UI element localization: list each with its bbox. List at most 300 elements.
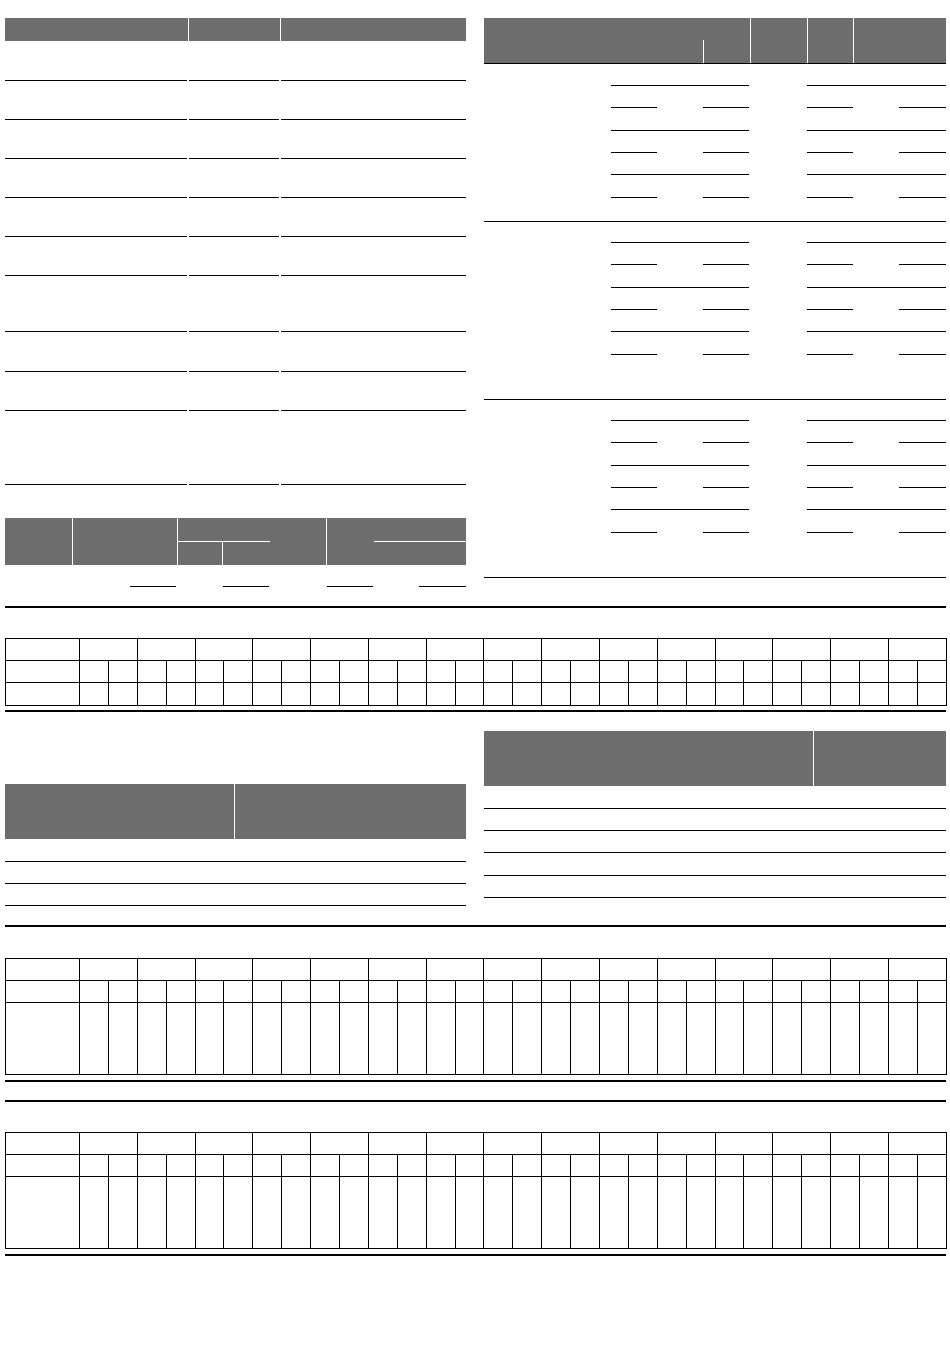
grid-cell: [888, 661, 917, 683]
grid-cell: [340, 683, 369, 706]
grid-cell: [80, 1177, 109, 1249]
table-row: [6, 1155, 947, 1177]
grid-group-cell: [773, 639, 831, 661]
grid-cell: [628, 683, 657, 706]
grid-cell: [224, 683, 253, 706]
table-3-row-line: [611, 532, 657, 533]
table-row: [5, 484, 187, 485]
grid-cell: [108, 1155, 137, 1177]
grid-cell: [744, 1177, 773, 1249]
grid-cell: [108, 661, 137, 683]
table-3-row-line: [807, 152, 853, 153]
grid-cell: [657, 981, 686, 1003]
section-divider: [5, 710, 946, 712]
grid-cell: [571, 683, 600, 706]
table-3-row-line: [899, 487, 946, 488]
table-5-header: [484, 731, 946, 786]
table-3-row-line: [611, 152, 657, 153]
grid-cell: [571, 1177, 600, 1249]
grid-cell: [426, 1177, 455, 1249]
grid-cell: [542, 1177, 571, 1249]
table-3-bottom: [484, 577, 946, 578]
table-3-row-line: [611, 242, 749, 243]
grid-group-cell: [137, 959, 195, 981]
grid-cell: [860, 981, 889, 1003]
table-row: [5, 410, 187, 411]
grid-cell: [657, 1003, 686, 1075]
table-row: [5, 119, 187, 120]
grid-cell: [542, 981, 571, 1003]
grid-cell: [253, 661, 282, 683]
table-3-row-line: [807, 242, 946, 243]
grid-cell: [686, 1003, 715, 1075]
grid-cell: [311, 1177, 340, 1249]
grid-row-label: [6, 1177, 80, 1249]
grid-row-label: [6, 1133, 80, 1155]
grid-table: [5, 958, 947, 1075]
grid-group-cell: [600, 959, 658, 981]
grid-row-label: [6, 981, 80, 1003]
grid-cell: [513, 1003, 542, 1075]
grid-group-cell: [80, 959, 138, 981]
grid-group-cell: [253, 959, 311, 981]
grid-cell: [108, 1177, 137, 1249]
grid-cell: [368, 1177, 397, 1249]
grid-cell: [397, 1003, 426, 1075]
grid-group-cell: [484, 1133, 542, 1155]
grid-cell: [397, 1155, 426, 1177]
grid-cell: [600, 661, 629, 683]
table-3-row-line: [611, 287, 749, 288]
grid-cell: [340, 1177, 369, 1249]
grid-group-cell: [311, 1133, 369, 1155]
grid-cell: [282, 1155, 311, 1177]
grid-cell: [368, 661, 397, 683]
grid-cell: [571, 981, 600, 1003]
grid-cell: [253, 1177, 282, 1249]
table-4-header: [5, 784, 466, 839]
grid-cell: [484, 661, 513, 683]
grid-cell: [513, 683, 542, 706]
table-3-row-line: [807, 174, 946, 175]
table-3-row-line: [807, 197, 853, 198]
grid-cell: [657, 661, 686, 683]
grid-cell: [80, 683, 109, 706]
table-row: [6, 1003, 947, 1075]
table-row: [5, 158, 187, 159]
grid-group-cell: [542, 959, 600, 981]
grid-row-label: [6, 683, 80, 706]
grid-cell: [137, 1003, 166, 1075]
grid-cell: [715, 1003, 744, 1075]
table-3-row-line: [807, 85, 946, 86]
grid-cell: [282, 1003, 311, 1075]
grid-cell: [426, 1155, 455, 1177]
grid-cell: [80, 981, 109, 1003]
grid-cell: [108, 683, 137, 706]
grid-group-cell: [715, 959, 773, 981]
grid-cell: [802, 1177, 831, 1249]
grid-cell: [802, 981, 831, 1003]
grid-cell: [917, 981, 946, 1003]
table-3-row-line: [899, 152, 946, 153]
grid-cell: [282, 981, 311, 1003]
grid-cell: [368, 981, 397, 1003]
grid-cell: [802, 1155, 831, 1177]
grid-cell: [773, 683, 802, 706]
grid-group-cell: [888, 639, 946, 661]
grid-group-cell: [311, 639, 369, 661]
grid-row-label: [6, 1155, 80, 1177]
grid-cell: [137, 981, 166, 1003]
grid-cell: [542, 1155, 571, 1177]
grid-cell: [166, 1177, 195, 1249]
grid-row-label: [6, 959, 80, 981]
table-3-row-line: [807, 442, 853, 443]
grid-table: [5, 638, 947, 706]
grid-cell: [686, 683, 715, 706]
grid-cell: [455, 661, 484, 683]
grid-cell: [166, 1155, 195, 1177]
grid-cell: [600, 1155, 629, 1177]
grid-cell: [224, 1155, 253, 1177]
table-3-row-line: [807, 107, 853, 108]
grid-group-cell: [715, 1133, 773, 1155]
table-row: [5, 236, 187, 237]
table-3-header: [484, 18, 946, 63]
grid-cell: [340, 1155, 369, 1177]
grid-cell: [686, 661, 715, 683]
grid-group-cell: [600, 1133, 658, 1155]
grid-cell: [888, 683, 917, 706]
table-row: [5, 80, 187, 81]
table-3-row-line: [899, 354, 946, 355]
table-3-row-line: [703, 197, 749, 198]
grid-cell: [80, 1155, 109, 1177]
grid-cell: [917, 1177, 946, 1249]
grid-group-cell: [368, 959, 426, 981]
table-row: [6, 661, 947, 683]
grid-cell: [137, 1155, 166, 1177]
grid-cell: [571, 1003, 600, 1075]
grid-cell: [657, 1177, 686, 1249]
grid-cell: [773, 661, 802, 683]
table-3-row-line: [899, 264, 946, 265]
grid-group-cell: [831, 1133, 889, 1155]
grid-cell: [224, 981, 253, 1003]
grid-cell: [368, 683, 397, 706]
grid-group-cell: [80, 639, 138, 661]
grid-cell: [484, 1177, 513, 1249]
grid-group-cell: [253, 639, 311, 661]
grid-cell: [513, 1155, 542, 1177]
grid-cell: [917, 661, 946, 683]
table-row: [5, 331, 187, 332]
grid-group-cell: [137, 1133, 195, 1155]
grid-cell: [744, 1003, 773, 1075]
grid-group-cell: [137, 639, 195, 661]
grid-cell: [137, 683, 166, 706]
table-3-row-line: [703, 309, 749, 310]
grid-cell: [773, 1003, 802, 1075]
grid-group-cell: [542, 1133, 600, 1155]
grid-cell: [571, 661, 600, 683]
grid-cell: [426, 981, 455, 1003]
grid-cell: [831, 661, 860, 683]
section-divider: [5, 606, 946, 608]
grid-row-label: [6, 639, 80, 661]
grid-cell: [166, 981, 195, 1003]
grid-cell: [802, 683, 831, 706]
grid-cell: [397, 1177, 426, 1249]
grid-group-cell: [253, 1133, 311, 1155]
grid-cell: [571, 1155, 600, 1177]
table-3-row-line: [611, 420, 749, 421]
grid-group-cell: [311, 959, 369, 981]
grid-cell: [860, 1155, 889, 1177]
grid-cell: [166, 1003, 195, 1075]
grid-cell: [513, 1177, 542, 1249]
grid-cell: [888, 1177, 917, 1249]
grid-cell: [340, 1003, 369, 1075]
grid-cell: [195, 1177, 224, 1249]
grid-cell: [455, 1003, 484, 1075]
table-3-row-line: [807, 487, 853, 488]
grid-cell: [368, 1155, 397, 1177]
table-3-row-line: [703, 107, 749, 108]
grid-group-cell: [484, 959, 542, 981]
grid-group-cell: [888, 959, 946, 981]
grid-cell: [166, 683, 195, 706]
grid-cell: [426, 661, 455, 683]
grid-cell: [195, 981, 224, 1003]
grid-cell: [166, 661, 195, 683]
table-row: [6, 1133, 947, 1155]
grid-group-cell: [657, 639, 715, 661]
table-row: [6, 639, 947, 661]
grid-cell: [686, 1177, 715, 1249]
grid-cell: [831, 1003, 860, 1075]
grid-cell: [80, 1003, 109, 1075]
grid-cell: [195, 661, 224, 683]
grid-cell: [253, 1003, 282, 1075]
grid-cell: [831, 1155, 860, 1177]
grid-cell: [253, 981, 282, 1003]
grid-group-cell: [368, 639, 426, 661]
grid-cell: [831, 683, 860, 706]
grid-group-cell: [80, 1133, 138, 1155]
table-row: [484, 875, 946, 876]
table-3-row-line: [807, 354, 853, 355]
grid-group-cell: [657, 959, 715, 981]
grid-cell: [715, 1177, 744, 1249]
grid-group-cell: [773, 1133, 831, 1155]
grid-group-cell: [657, 1133, 715, 1155]
grid-cell: [600, 683, 629, 706]
table-3-row-line: [703, 532, 749, 533]
grid-group-cell: [426, 959, 484, 981]
grid-cell: [80, 661, 109, 683]
grid-cell: [455, 1177, 484, 1249]
grid-cell: [657, 683, 686, 706]
grid-cell: [311, 683, 340, 706]
table-3-row-line: [611, 197, 657, 198]
table-3-row-line: [899, 532, 946, 533]
grid-cell: [917, 1003, 946, 1075]
grid-cell: [802, 661, 831, 683]
table-3-row-line: [611, 442, 657, 443]
table-3-row-line: [611, 509, 749, 510]
table-3-row-line: [807, 331, 946, 332]
grid-cell: [137, 1177, 166, 1249]
grid-cell: [455, 981, 484, 1003]
grid-cell: [397, 981, 426, 1003]
table-3-row-line: [899, 197, 946, 198]
grid-cell: [282, 683, 311, 706]
grid-cell: [686, 1155, 715, 1177]
section-divider: [5, 925, 946, 927]
grid-cell: [368, 1003, 397, 1075]
table-3-row-line: [611, 309, 657, 310]
grid-cell: [224, 661, 253, 683]
grid-cell: [744, 661, 773, 683]
section-divider: [5, 1080, 946, 1082]
table-3-row-line: [807, 130, 946, 131]
grid-cell: [282, 1177, 311, 1249]
table-3-row-line: [807, 532, 853, 533]
grid-row-label: [6, 661, 80, 683]
grid-cell: [628, 661, 657, 683]
grid-cell: [340, 661, 369, 683]
table-3-row-line: [899, 442, 946, 443]
grid-row-label: [6, 1003, 80, 1075]
table-3-row-line: [611, 85, 749, 86]
table-3-row-line: [807, 264, 853, 265]
grid-cell: [484, 1155, 513, 1177]
grid-cell: [513, 981, 542, 1003]
table-3-row-line: [611, 487, 657, 488]
grid-cell: [628, 1177, 657, 1249]
table-1-header: [5, 18, 466, 41]
grid-cell: [860, 1003, 889, 1075]
grid-cell: [397, 661, 426, 683]
table-3-row-line: [611, 107, 657, 108]
table-3-row-line: [807, 420, 946, 421]
grid-cell: [311, 981, 340, 1003]
grid-cell: [715, 981, 744, 1003]
grid-cell: [657, 1155, 686, 1177]
grid-group-cell: [715, 639, 773, 661]
grid-cell: [802, 1003, 831, 1075]
grid-group-cell: [195, 639, 253, 661]
grid-cell: [484, 981, 513, 1003]
grid-cell: [628, 1155, 657, 1177]
grid-group-cell: [195, 1133, 253, 1155]
grid-cell: [860, 661, 889, 683]
table-row: [5, 905, 466, 906]
table-3-group-divider: [484, 221, 946, 222]
grid-cell: [888, 1155, 917, 1177]
table-row: [6, 981, 947, 1003]
grid-cell: [686, 981, 715, 1003]
grid-cell: [600, 1177, 629, 1249]
table-row: [5, 371, 187, 372]
grid-cell: [600, 981, 629, 1003]
grid-cell: [253, 1155, 282, 1177]
grid-cell: [195, 683, 224, 706]
table-3-row-line: [611, 130, 749, 131]
grid-group-cell: [831, 959, 889, 981]
grid-group-cell: [831, 639, 889, 661]
table-3-row-line: [807, 287, 946, 288]
grid-cell: [224, 1003, 253, 1075]
table-3-row-line: [899, 309, 946, 310]
grid-group-cell: [888, 1133, 946, 1155]
grid-cell: [888, 981, 917, 1003]
grid-cell: [773, 1177, 802, 1249]
grid-cell: [484, 1003, 513, 1075]
table-3-row-line: [703, 264, 749, 265]
table-3-row-line: [703, 442, 749, 443]
grid-cell: [773, 981, 802, 1003]
grid-cell: [831, 1177, 860, 1249]
table-row: [5, 861, 466, 862]
table-row: [5, 197, 187, 198]
grid-group-cell: [773, 959, 831, 981]
table-row: [484, 852, 946, 853]
grid-cell: [311, 661, 340, 683]
table-row: [6, 683, 947, 706]
grid-cell: [455, 683, 484, 706]
grid-cell: [426, 683, 455, 706]
grid-group-cell: [600, 639, 658, 661]
table-3-row-line: [703, 152, 749, 153]
grid-group-cell: [484, 639, 542, 661]
section-divider: [5, 1254, 946, 1256]
grid-cell: [282, 661, 311, 683]
grid-cell: [917, 1155, 946, 1177]
grid-cell: [888, 1003, 917, 1075]
table-row: [6, 959, 947, 981]
table-3-row-line: [611, 264, 657, 265]
table-row: [130, 586, 176, 587]
grid-table: [5, 1132, 947, 1249]
grid-cell: [253, 683, 282, 706]
grid-cell: [860, 1177, 889, 1249]
table-3-row-line: [703, 487, 749, 488]
grid-cell: [397, 683, 426, 706]
grid-cell: [542, 661, 571, 683]
grid-cell: [513, 661, 542, 683]
grid-cell: [715, 661, 744, 683]
grid-cell: [195, 1003, 224, 1075]
table-3-group-divider: [484, 399, 946, 400]
grid-cell: [860, 683, 889, 706]
section-divider: [5, 1100, 946, 1102]
grid-cell: [484, 683, 513, 706]
table-3-row-line: [611, 174, 749, 175]
table-3-row-line: [807, 309, 853, 310]
grid-group-cell: [368, 1133, 426, 1155]
table-3-row-line: [899, 107, 946, 108]
grid-group-cell: [542, 639, 600, 661]
grid-cell: [426, 1003, 455, 1075]
grid-cell: [542, 683, 571, 706]
grid-group-cell: [426, 639, 484, 661]
grid-cell: [744, 1155, 773, 1177]
grid-group-cell: [426, 1133, 484, 1155]
grid-cell: [773, 1155, 802, 1177]
